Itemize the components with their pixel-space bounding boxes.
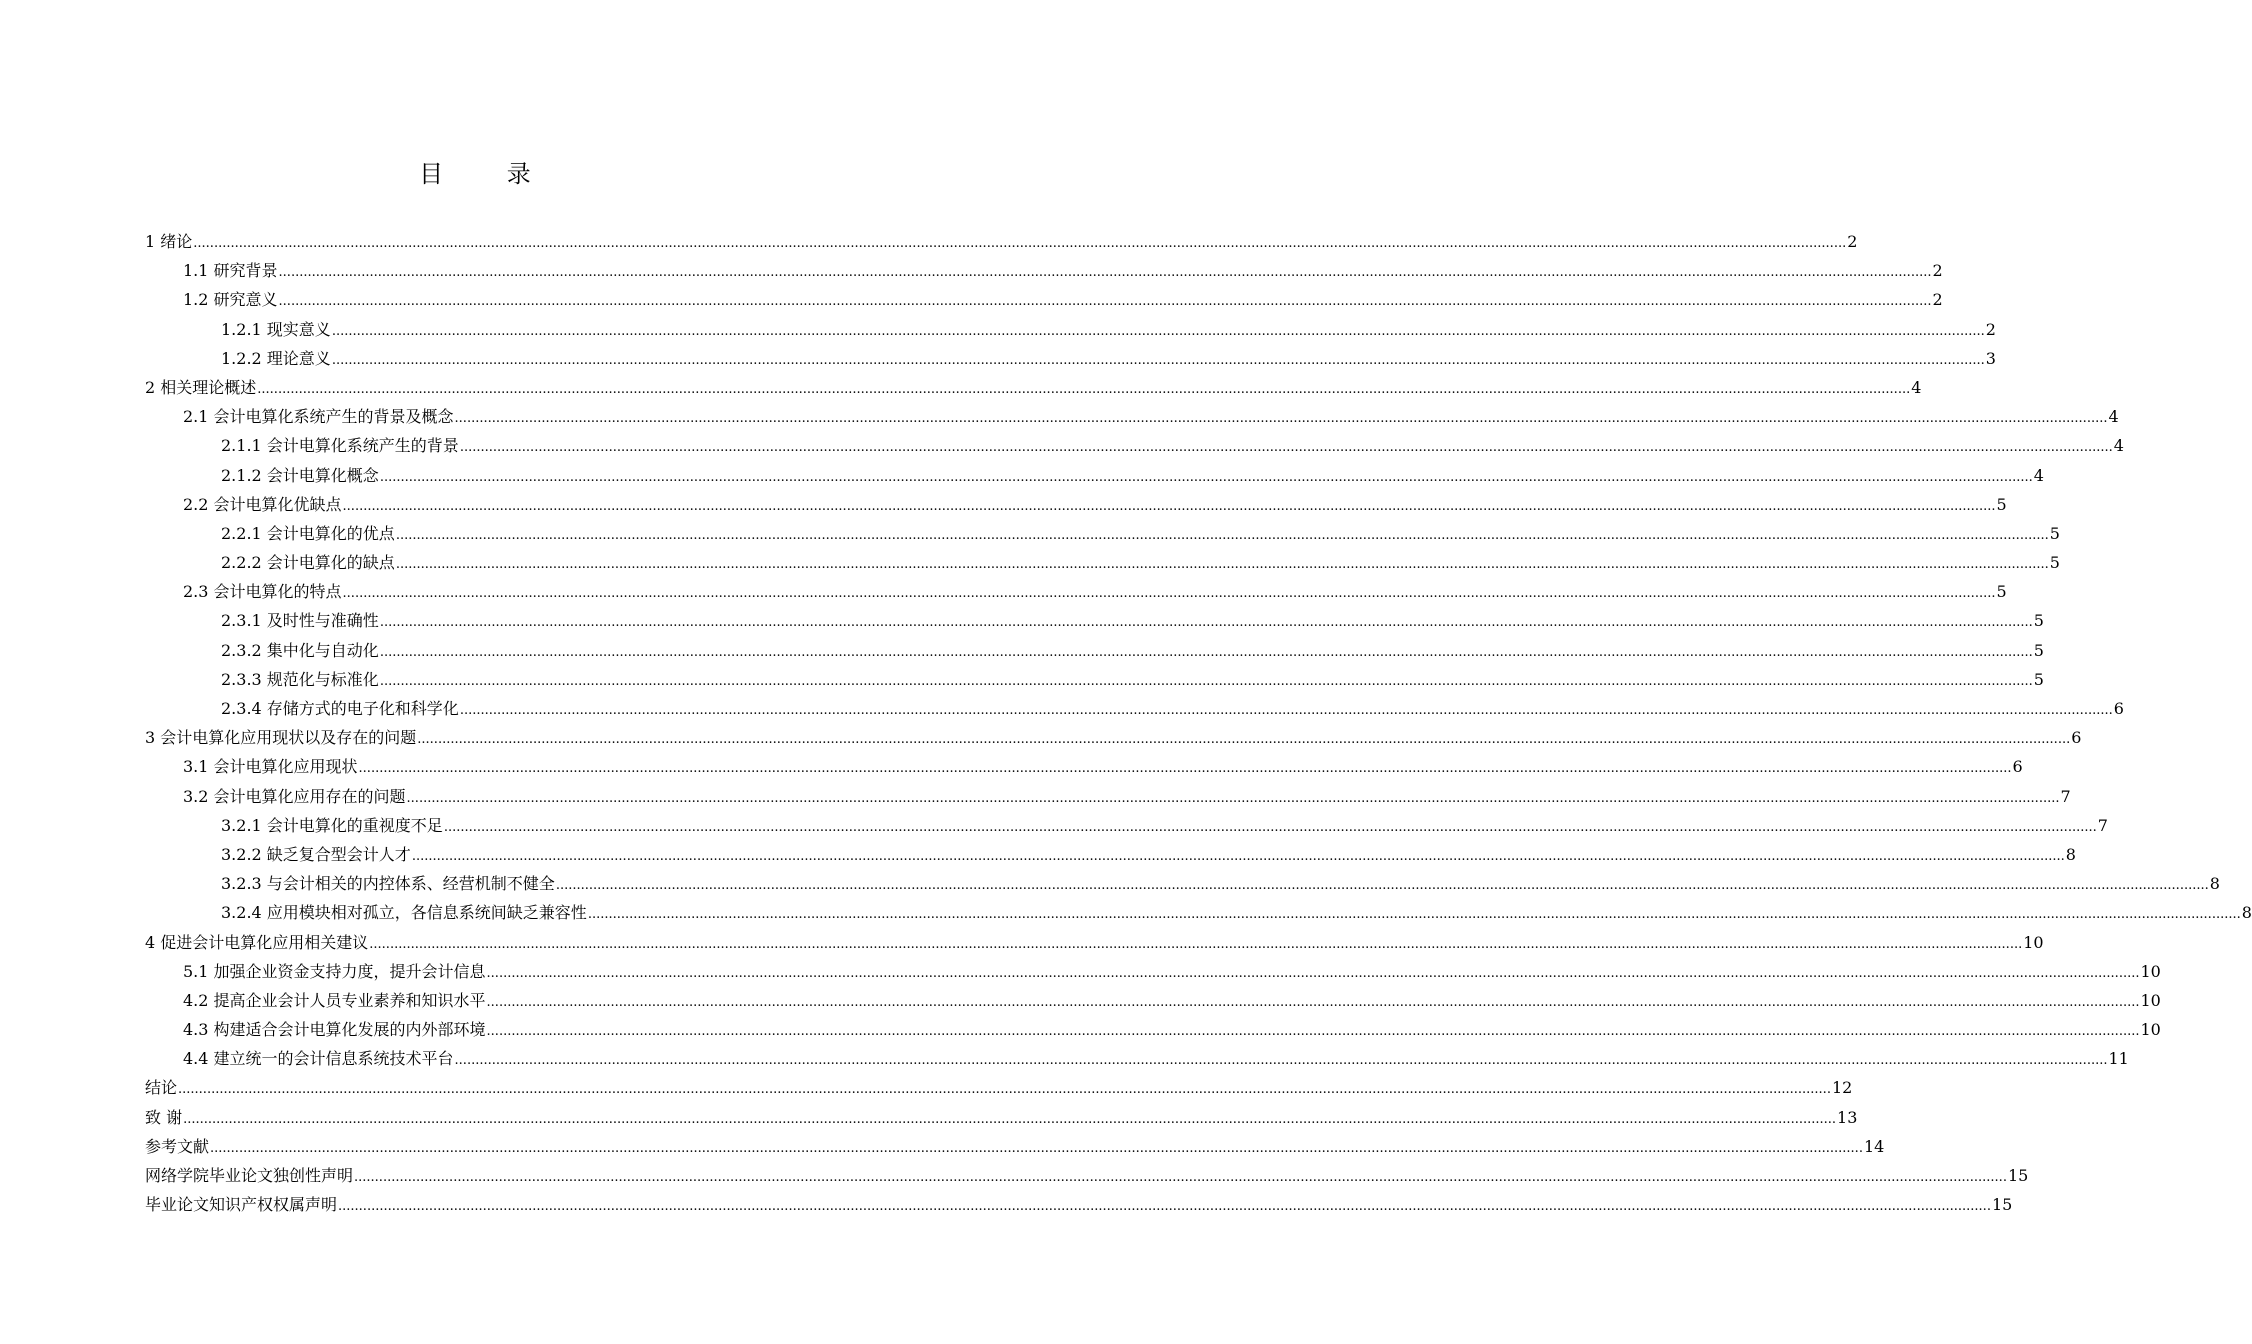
toc-entry-page-number: 5 [2033, 669, 2044, 689]
toc-entry[interactable] [145, 636, 2044, 665]
toc-entry-label: 1.1 研究背景 [183, 261, 278, 281]
toc-entry-page-number: 4 [2033, 465, 2044, 485]
toc-entry[interactable] [145, 373, 1922, 402]
dot-leader: ................................................................................................................................................................................................................................................................................................................................................................................................................ [379, 615, 2033, 631]
toc-entry[interactable] [145, 1161, 2029, 1190]
toc-entry-page-number: 3 [1985, 348, 1996, 368]
toc-entry-label: 1.2.1 现实意义 [221, 319, 331, 339]
toc-entry-label: 3.2.1 会计电算化的重视度不足 [221, 815, 443, 835]
toc-entry-label: 2.3.4 存储方式的电子化和科学化 [221, 699, 459, 718]
dot-leader: ................................................................................................................................................................................................................................................................................................................................................................................................................ [358, 761, 2012, 777]
toc-entry[interactable] [145, 402, 2119, 431]
dot-leader: ................................................................................................................................................................................................................................................................................................................................................................................................................ [210, 1140, 1863, 1156]
toc-entry[interactable] [145, 840, 2076, 869]
toc-entry-label: 2.1.1 会计电算化系统产生的背景 [221, 436, 459, 456]
dot-leader: ................................................................................................................................................................................................................................................................................................................................................................................................................ [486, 1024, 2140, 1040]
toc-entry-label: 2.2.1 会计电算化的优点 [221, 523, 395, 543]
toc-entry[interactable] [145, 928, 2044, 957]
toc-entry[interactable] [145, 285, 1943, 314]
toc-entry[interactable] [145, 665, 2044, 694]
toc-entry[interactable] [145, 490, 2007, 519]
toc-entry[interactable] [145, 1015, 2161, 1044]
toc-entry-page-number: 10 [2023, 932, 2044, 952]
dot-leader: ................................................................................................................................................................................................................................................................................................................................................................................................................ [342, 586, 1996, 602]
toc-entry-label: 1.2.2 理论意义 [221, 348, 331, 368]
toc-entry[interactable] [145, 548, 2060, 577]
toc-entry-label: 5.1 加强企业资金支持力度，提升会计信息 [183, 961, 486, 981]
toc-entry-page-number: 6 [2071, 728, 2082, 748]
toc-entry-label: 毕业论文知识产权权属声明 [145, 1195, 338, 1215]
toc-entry[interactable] [145, 431, 2124, 460]
toc-entry-page-number: 15 [2007, 1166, 2029, 1185]
toc-entry[interactable] [145, 1044, 2129, 1073]
toc-entry-page-number: 5 [1996, 494, 2007, 514]
toc-entry-page-number: 6 [2012, 757, 2023, 777]
dot-leader: ................................................................................................................................................................................................................................................................................................................................................................................................................ [486, 994, 2140, 1010]
dot-leader: ................................................................................................................................................................................................................................................................................................................................................................................................................ [486, 965, 2140, 981]
toc-entry-label: 2.1 会计电算化系统产生的背景及概念 [183, 407, 454, 427]
toc-entry-page-number: 15 [1991, 1195, 2013, 1215]
toc-entry-label: 参考文献 [145, 1136, 210, 1156]
dot-leader: ................................................................................................................................................................................................................................................................................................................................................................................................................ [587, 907, 2241, 923]
dot-leader: ................................................................................................................................................................................................................................................................................................................................................................................................................ [178, 1082, 1831, 1098]
toc-entry-page-number: 10 [2140, 961, 2161, 981]
toc-entry-label: 2.3.1 及时性与准确性 [221, 611, 379, 631]
dot-leader: ................................................................................................................................................................................................................................................................................................................................................................................................................ [379, 469, 2033, 485]
dot-leader: ................................................................................................................................................................................................................................................................................................................................................................................................................ [395, 527, 2049, 543]
dot-leader: ................................................................................................................................................................................................................................................................................................................................................................................................................ [342, 498, 1996, 514]
toc-entry-page-number: 8 [2065, 844, 2076, 864]
toc-entry-page-number: 4 [1911, 377, 1922, 397]
toc-entry-page-number: 10 [2140, 1020, 2161, 1040]
toc-entry[interactable] [145, 519, 2060, 548]
toc-entry[interactable] [145, 723, 2082, 752]
toc-entry[interactable] [145, 577, 2007, 606]
toc-entry-label: 2.3.2 集中化与自动化 [221, 640, 379, 660]
toc-entry[interactable] [145, 344, 1996, 373]
toc-entry-label: 1 绪论 [145, 232, 193, 251]
toc-entry-label: 2.1.2 会计电算化概念 [221, 465, 379, 485]
toc-entry[interactable] [145, 1132, 1885, 1161]
dot-leader: ................................................................................................................................................................................................................................................................................................................................................................................................................ [331, 352, 1985, 368]
toc-entry-label: 3.1 会计电算化应用现状 [183, 757, 358, 777]
toc-entry-page-number: 2 [1932, 290, 1943, 310]
dot-leader: ................................................................................................................................................................................................................................................................................................................................................................................................................ [395, 557, 2049, 573]
toc-entry-page-number: 2 [1847, 232, 1858, 251]
toc-entry[interactable] [145, 752, 2023, 781]
toc-entry[interactable] [145, 957, 2161, 986]
toc-entry-label: 4 促进会计电算化应用相关建议 [145, 932, 369, 952]
toc-entry[interactable] [145, 811, 2108, 840]
toc-entry-label: 致 谢 [145, 1107, 183, 1127]
toc-entry-label: 4.4 建立统一的会计信息系统技术平台 [183, 1049, 454, 1069]
table-of-contents [145, 227, 2252, 1219]
toc-entry-page-number: 7 [2060, 786, 2071, 806]
toc-entry-label: 3 会计电算化应用现状以及存在的问题 [145, 728, 417, 748]
dot-leader: ................................................................................................................................................................................................................................................................................................................................................................................................................ [278, 265, 1932, 281]
toc-entry-label: 2.3.3 规范化与标准化 [221, 669, 379, 689]
toc-entry-page-number: 5 [2049, 553, 2060, 573]
dot-leader: ................................................................................................................................................................................................................................................................................................................................................................................................................ [417, 732, 2071, 748]
toc-entry-page-number: 4 [2113, 436, 2124, 456]
toc-entry-page-number: 12 [1831, 1078, 1853, 1098]
dot-leader: ................................................................................................................................................................................................................................................................................................................................................................................................................ [443, 819, 2097, 835]
toc-entry-page-number: 2 [1985, 319, 1996, 339]
dot-leader: ................................................................................................................................................................................................................................................................................................................................................................................................................ [406, 790, 2060, 806]
toc-entry-label: 4.2 提高企业会计人员专业素养和知识水平 [183, 990, 486, 1010]
dot-leader: ................................................................................................................................................................................................................................................................................................................................................................................................................ [183, 1111, 1837, 1127]
toc-entry-page-number: 11 [2108, 1049, 2129, 1069]
toc-entry[interactable] [145, 1190, 2013, 1219]
toc-entry[interactable] [145, 898, 2252, 927]
toc-entry[interactable] [145, 227, 1858, 256]
dot-leader: ................................................................................................................................................................................................................................................................................................................................................................................................................ [338, 1199, 1991, 1215]
toc-entry-label: 4.3 构建适合会计电算化发展的内外部环境 [183, 1020, 486, 1040]
toc-entry[interactable] [145, 1073, 1853, 1102]
toc-entry-label: 3.2.4 应用模块相对孤立，各信息系统间缺乏兼容性 [221, 903, 587, 923]
toc-entry[interactable] [145, 606, 2044, 635]
toc-entry-label: 1.2 研究意义 [183, 290, 278, 310]
toc-entry[interactable] [145, 315, 1996, 344]
dot-leader: ................................................................................................................................................................................................................................................................................................................................................................................................................ [555, 878, 2209, 894]
dot-leader: ................................................................................................................................................................................................................................................................................................................................................................................................................ [193, 236, 1847, 251]
dot-leader: ................................................................................................................................................................................................................................................................................................................................................................................................................ [278, 294, 1932, 310]
toc-entry-label: 2.3 会计电算化的特点 [183, 582, 342, 602]
toc-entry-label: 3.2.3 与会计相关的内控体系、经营机制不健全 [221, 874, 555, 894]
toc-entry-page-number: 5 [2049, 523, 2060, 543]
toc-entry[interactable] [145, 782, 2071, 811]
toc-entry[interactable] [145, 1103, 1858, 1132]
dot-leader: ................................................................................................................................................................................................................................................................................................................................................................................................................ [459, 703, 2113, 718]
toc-entry-page-number: 13 [1837, 1107, 1858, 1127]
toc-entry-page-number: 5 [2033, 611, 2044, 631]
toc-entry-page-number: 8 [2241, 903, 2252, 923]
toc-entry-page-number: 4 [2108, 407, 2119, 427]
toc-entry-page-number: 5 [1996, 582, 2007, 602]
dot-leader: ................................................................................................................................................................................................................................................................................................................................................................................................................ [411, 848, 2065, 864]
dot-leader: ................................................................................................................................................................................................................................................................................................................................................................................................................ [369, 936, 2023, 952]
toc-entry-label: 结论 [145, 1078, 178, 1098]
toc-entry-label: 3.2.2 缺乏复合型会计人才 [221, 844, 411, 864]
toc-entry-page-number: 5 [2033, 640, 2044, 660]
toc-entry[interactable] [145, 869, 2220, 898]
toc-entry-label: 2.2 会计电算化优缺点 [183, 494, 342, 514]
toc-entry-page-number: 7 [2097, 815, 2108, 835]
dot-leader: ................................................................................................................................................................................................................................................................................................................................................................................................................ [379, 644, 2033, 660]
toc-entry-label: 网络学院毕业论文独创性声明 [145, 1166, 354, 1185]
dot-leader: ................................................................................................................................................................................................................................................................................................................................................................................................................ [257, 381, 1911, 397]
dot-leader: ................................................................................................................................................................................................................................................................................................................................................................................................................ [454, 1053, 2108, 1069]
toc-entry-page-number: 6 [2113, 699, 2124, 718]
toc-entry-page-number: 2 [1932, 261, 1943, 281]
toc-entry-label: 2.2.2 会计电算化的缺点 [221, 553, 395, 573]
toc-entry[interactable] [145, 986, 2161, 1015]
dot-leader: ................................................................................................................................................................................................................................................................................................................................................................................................................ [331, 323, 1985, 339]
toc-entry-page-number: 8 [2209, 874, 2220, 894]
dot-leader: ................................................................................................................................................................................................................................................................................................................................................................................................................ [354, 1170, 2007, 1185]
dot-leader: ................................................................................................................................................................................................................................................................................................................................................................................................................ [454, 411, 2108, 427]
toc-entry-page-number: 10 [2140, 990, 2161, 1010]
toc-entry-label: 2 相关理论概述 [145, 377, 257, 397]
toc-entry[interactable] [145, 694, 2124, 723]
toc-entry[interactable] [145, 256, 1943, 285]
toc-entry[interactable] [145, 461, 2044, 490]
dot-leader: ................................................................................................................................................................................................................................................................................................................................................................................................................ [379, 673, 2033, 689]
toc-title: 目 录 [419, 160, 559, 188]
dot-leader: ................................................................................................................................................................................................................................................................................................................................................................................................................ [459, 440, 2113, 456]
toc-entry-label: 3.2 会计电算化应用存在的问题 [183, 786, 406, 806]
toc-entry-page-number: 14 [1863, 1136, 1885, 1156]
